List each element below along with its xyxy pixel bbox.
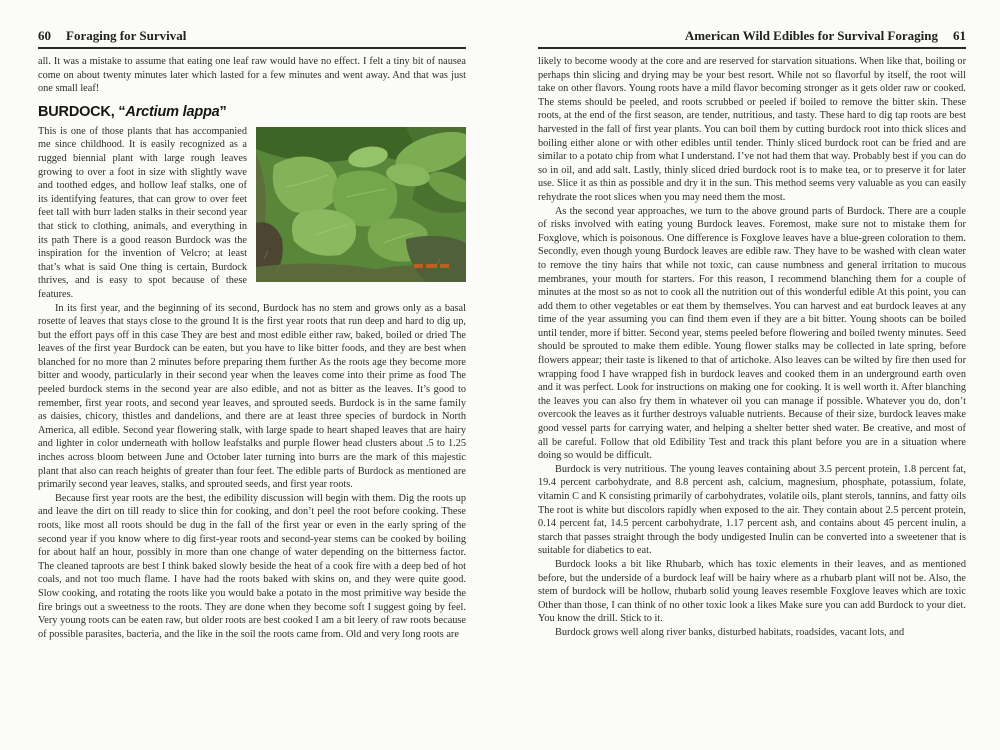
left-page — [38, 28, 466, 641]
photo-datestamp — [414, 264, 449, 268]
burdock-description-text: This is one of those plants that has accompanied me since childhood. It is easily recognized as a rugged biennial plant with large rough leaves growing to over a foot in size with slightly wave and toothed edges, and hollow leaf stalks, one of its identifying features, that can grow to over feet feet tall with burr laden stalks in their second year that stick to clothing, animals, and everything in its path There is a good reason Burdock was the inspiration for the invention of Velcro; at least that’s what is said One thing is certain, Burdock thrives, and is easy to spot because of these features. — [38, 125, 247, 300]
left-page-number: 60 — [38, 28, 51, 43]
second-year-paragraph: As the second year approaches, we turn to the above ground parts of Burdock. There are a couple of risks involved with eating young Burdock leaves. Foremost, make sure not to mistake them for Foxglove, which is poisonous. One difference is Foxglove leaves have a blue-green coloration to them. Secondly, even though young Burdock leaves are edible raw. They have to be washed with clean water to remove the tiny hairs that while not toxic, can cause numbness and general irritation to mucous membranes, your mouth for starters. For this reason, I recommend blanching them for a couple of minutes at the most so as not to cook all the nutrition out of this wonderful edible At this point, you can add them to other vegetables or eat them by themselves. You can harvest and eat burdock leaves at any time of the year assuming you can find them even if they are a bit bitter. Young shoots can be boiled until tender, more if bitter. Second year, stems peeled before flowering and boiled twenty minutes. Seed should be sprouted to make them edible. Young flower stalks may be collected in late spring, before flowers appear; their taste is likened to that of artichoke. Also leaves can be wilted by fire then used for wrapping food I have wrapped fish in burdock leaves and cooked them in an underground earth oven and it was perfect. Look for instructions on making one for cooking. It is well worth it. After blanching the leaves you can also fry them in whatever oil you can manage if possible. Whatever you do, don’t overcook the leaves as it further destroys valuable nutrients. Because of their size, burdock leaves make good vessel parts for carrying water, and helping a shelter better shed water. Be creative, and most of all be careful. Follow that old Edibility Test and track this plant before you are in a situation where doing so would be difficult. — [538, 205, 966, 462]
left-running-head — [38, 28, 466, 49]
heading-species-name: Arctium lappa — [125, 103, 220, 120]
left-page-body — [38, 55, 466, 641]
habitat-paragraph: Burdock grows well along river banks, disturbed habitats, roadsides, vacant lots, and — [555, 626, 905, 638]
right-running-head — [538, 28, 966, 49]
burdock-description-paragraph — [38, 125, 466, 302]
heading-suffix: ” — [219, 103, 227, 120]
rhubarb-comparison-paragraph: Burdock looks a bit like Rhubarb, which has toxic elements in their leaves, and as mentioned before, but the underside of a burdock leaf will be hairy where as a rhubarb plant will not be. Also, the stem of burdock will be hollow, rhubarb solid young leaves resemble Foxglove leaves which are toxic Other than those, I can think of no other toxic look a likes Make sure you can add Burdock to your diet. You know the drill. Stick to it. — [538, 558, 966, 625]
burdock-section-heading — [38, 104, 466, 121]
heading-prefix: BURDOCK, “ — [38, 103, 126, 120]
woody-roots-paragraph: likely to become woody at the core and are reserved for starvation situations. When like that, boiling or perhaps thin slicing and drying may be your best resort. While not so flavorful by itself, the root will take on other flavors. Young roots have a mild flavor becoming stronger as it gets older raw or cooked. The stems should be peeled, and roots scrubbed or peeled if boiled to remove the bitter skin. These roots, at the end of the first season, are tender, nutritious, and tasty. These hard to dig tap roots are best harvested in the fall of first year plants. You can boil them by cutting burdock root into thick slices and boiling either alone or with other edibles until tender. Thinly sliced burdock root can be fried and are similar to a potato chip from what I understand. I’ve not had them that way. Probably best if you can do so in oil, and add salt. Lastly, thinly sliced dried burdock root is to make tea, or to preserve it for later use. Slice it as thin as possible and dry it in the sun. This method seems very valuable as you can easily rehydrate the root slices when you may need them the most. — [538, 56, 966, 203]
right-running-title: American Wild Edibles for Survival Foraging — [684, 28, 938, 43]
first-year-paragraph: In its first year, and the beginning of its second, Burdock has no stem and grows only as a basal rosette of leaves that stays close to the ground It is the first year roots that run deep and hard to dig up, but the effort pays off in this case They are best and most edible either raw, baked, boiled or dried The leaves of the first year Burdock can be eaten, but you have to like bitter foods, and they are best when blanched for no more than 2 minutes before preparing them further As the roots age they become more bitter and woody, particularly in their second year when the leaves come into their prime as food The peeled burdock stems in the second year are also edible, and not as bitter as the leaves. It’s good to remember, first year roots, and second year leaves, and sprouted seeds. Burdock is in the same family as daisies, chicory, thistles and dandelions, and there are at least three species of burdock in North America, all edible. Second year flowering stalk, with large spade to heart shaped leaves that are hairy and lighter in color underneath with hollow leafstalks and purple flower head clusters about .5 to 1.25 inches across bloom between June and October later turning into burrs are the mark of this majestic plant that also can reach heights of greater than four feet. The edible parts of Burdock as mentioned are primarily second year leaves, stalks, and sprouted seeds, and first year roots. — [38, 302, 466, 491]
burdock-photo-illustration — [256, 127, 466, 282]
right-page — [538, 28, 966, 640]
left-running-title: Foraging for Survival — [66, 28, 187, 43]
nutrition-paragraph: Burdock is very nutritious. The young leaves containing about 3.5 percent protein, 1.8 percent fat, 19.4 percent carbohydrate, and 8.8 percent ash, calcium, magnesium, phosphate, potassium, folate, vitamin C and K consisting primarily of carbohydrates, volatile oils, plant sterols, tannins, and fatty oils The root is white but discolors rapidly when exposed to the air. They contain about 2.5 percent protein, 0.14 percent fat, 14.5 percent carbohydrate, 1.17 percent ash, and contains about 45 percent inulin, a starch that passes straight through the body undigested Inulin can be converted into a sweetener that is suitable for diabetics to eat. — [538, 463, 966, 557]
burdock-photo — [256, 127, 466, 282]
roots-cooking-paragraph: Because first year roots are the best, the edibility discussion will begin with them. Dig the roots up and leave the dirt on till ready to slice thin for cooking, and don’t peel the root before cooking. These roots, like most all roots should be dug in the fall of the first year or even in the early spring of the second year if you know where to dig first-year roots and second-year stems can be cooked by boiling for about half an hour, possibly in more than one change of water depending on the bitterness factor. The cleaned taproots are best I think baked slowly beside the heat of a cook fire with a deep bed of hot coals, and not too much flame. I have had the roots baked with skins on, and they were quite good. Slow cooking, and rotating the roots like you would bake a potato in the most primitive way beside the fire brings out a sweetness to the roots. They are done when they become soft I suggest going by feel. Very young roots can be eaten raw, but older roots are best cooked I am a bit leery of raw roots because of possible parasites, bacteria, and the like in the soil the roots came from. Old and very long roots are — [38, 492, 466, 640]
right-page-number: 61 — [953, 28, 966, 43]
intro-continuation-paragraph: all. It was a mistake to assume that eating one leaf raw would have no effect. I felt a tiny bit of nausea come on about twenty minutes later which lasted for a few minutes and went away. And that was just one small leaf! — [38, 56, 466, 95]
right-page-body — [538, 55, 966, 640]
